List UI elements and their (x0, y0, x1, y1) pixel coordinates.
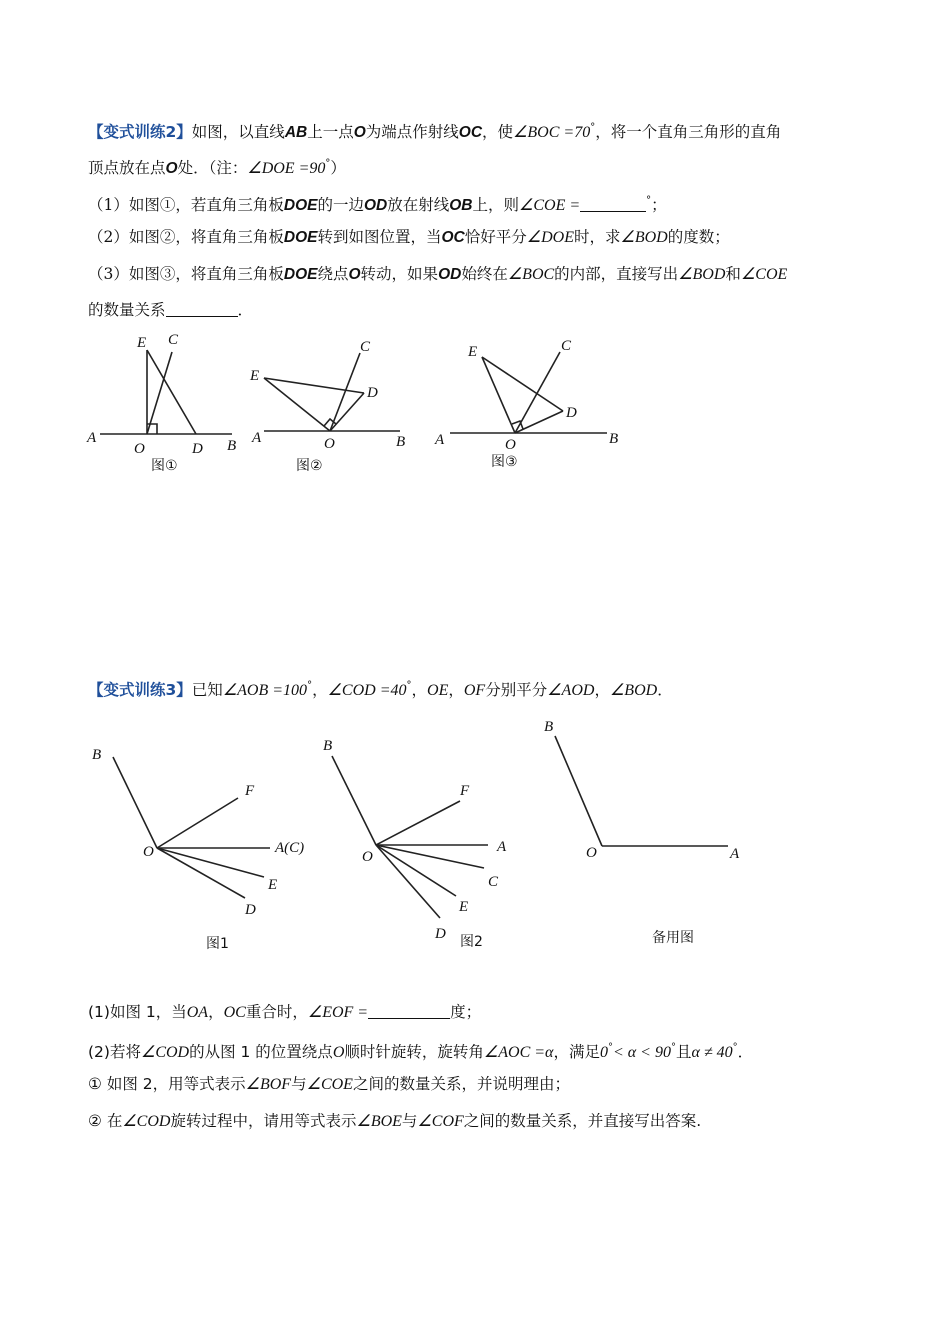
s2-question3-cont: 的数量关系 ． (88, 301, 254, 319)
label-c: C (561, 338, 572, 354)
label-c: C (360, 339, 371, 355)
caption-fig1: 图① (151, 458, 178, 474)
ray-of (157, 798, 238, 848)
label-b: B (92, 747, 102, 763)
answer-blank[interactable] (368, 1004, 450, 1019)
s3-part1: (1)如图 1，当OA，OC重合时，∠EOF = 度； (88, 1003, 482, 1021)
label-e: E (137, 335, 147, 351)
label-a: A (730, 846, 740, 862)
s2-line1: 【变式训练2】如图，以直线AB上一点O为端点作射线OC，使∠BOC =70°，将一个直角三角形的直角 (88, 122, 782, 141)
s3-question-2: ② 在∠COD旋转过程中，请用等式表示∠BOE与∠COF之间的数量关系，并直接写出答案. (88, 1112, 702, 1130)
label-b: B (609, 431, 619, 447)
s3-question-1: ① 如图 2，用等式表示∠BOF与∠COE之间的数量关系，并说明理由； (88, 1075, 570, 1093)
s2-header: 【变式训练2】 (88, 123, 192, 141)
s3-intro: 【变式训练3】已知∠AOB =100°，∠COD =40°，OE，OF分别平分∠AOD，∠BOD． (88, 680, 673, 699)
s3-header: 【变式训练3】 (88, 681, 192, 699)
label-o: O (143, 844, 154, 860)
label-d: D (192, 441, 203, 457)
angle-boc-70: ∠BOC =70 (513, 124, 591, 141)
label-b: B (323, 738, 333, 754)
label-f: F (460, 783, 470, 799)
label-c: C (488, 874, 499, 890)
label-c: C (168, 332, 179, 348)
label-o: O (362, 849, 373, 865)
s2-question2: （2）如图②，将直角三角板DOE转到如图位置，当OC恰好平分∠DOE时，求∠BOD的度数； (88, 228, 730, 246)
s2-question1: （1）如图①，若直角三角板DOE的一边OD放在射线OB上，则∠COE = °； (88, 195, 667, 214)
label-b: B (396, 434, 406, 450)
caption-spare: 备用图 (652, 930, 694, 946)
caption-fig2: 图② (296, 458, 323, 474)
label-e: E (459, 899, 469, 915)
label-e: E (468, 344, 478, 360)
label-a: A (497, 839, 507, 855)
label-a-c: A(C) (275, 840, 305, 856)
label-o: O (505, 437, 516, 453)
ray-ob (555, 736, 602, 846)
s3-figure-spare (544, 719, 740, 946)
ray-oe (157, 848, 264, 877)
caption-fig2: 图2 (460, 934, 483, 950)
s2-line2: 顶点放在点O处．（注：∠DOE =90°） (88, 158, 346, 177)
label-d: D (566, 405, 577, 421)
label-e: E (250, 368, 260, 384)
label-a: A (252, 430, 262, 446)
ray-of (376, 801, 460, 845)
caption-fig1: 图1 (206, 936, 229, 952)
ray-od (157, 848, 245, 898)
label-b: B (544, 719, 554, 735)
label-a: A (87, 430, 97, 446)
label-a: A (435, 432, 445, 448)
label-o: O (324, 436, 335, 452)
label-f: F (245, 783, 255, 799)
angle-doe-90: ∠DOE =90 (247, 160, 326, 177)
label-o: O (134, 441, 145, 457)
ray-oe (376, 845, 456, 896)
s2-question3: （3）如图③，将直角三角板DOE绕点O转动，如果OD始终在∠BOC的内部，直接写出∠BOD和∠COE (88, 265, 788, 283)
s3-figure-1 (92, 747, 304, 952)
label-d: D (367, 385, 378, 401)
label-d: D (435, 926, 446, 942)
s3-figure-2 (323, 738, 507, 950)
label-d: D (245, 902, 256, 918)
label-o: O (586, 845, 597, 861)
caption-fig3: 图③ (491, 454, 518, 470)
label-e: E (268, 877, 278, 893)
ray-ob (113, 757, 157, 848)
s3-part2: (2)若将∠COD的从图 1 的位置绕点O顺时针旋转，旋转角∠AOC =α，满足0°< α < 90°且α ≠ 40°． (88, 1042, 754, 1061)
ray-ob (332, 756, 376, 845)
label-b: B (227, 438, 237, 454)
